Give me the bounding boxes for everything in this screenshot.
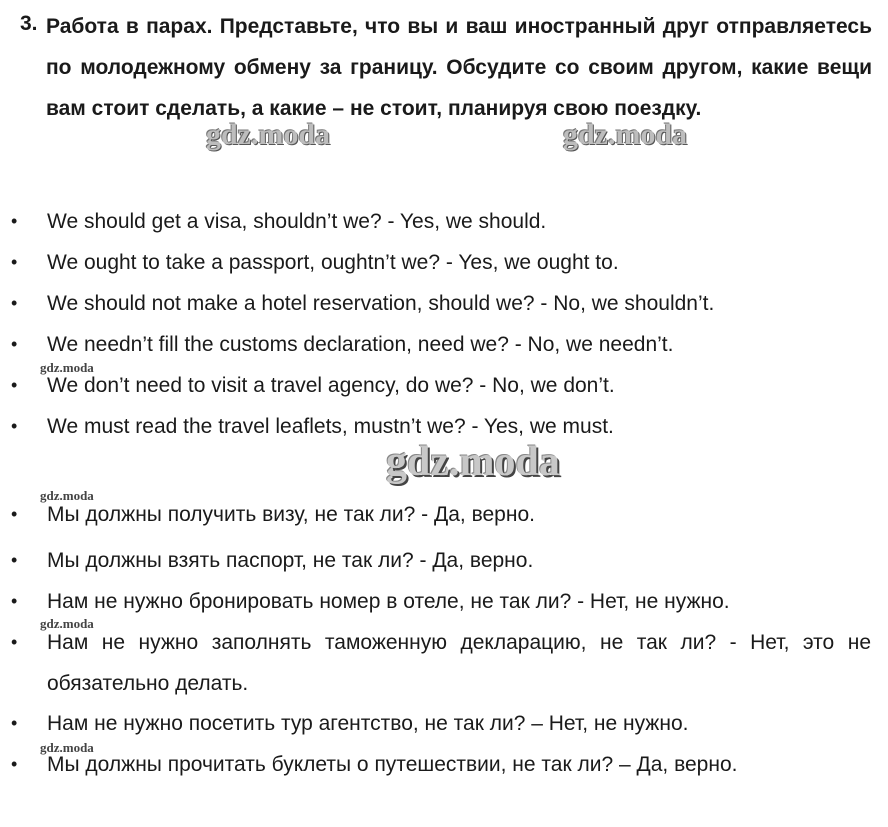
bullet-icon: • (11, 416, 18, 436)
list-item-text: Мы должны прочитать буклеты о путешествии, не так ли? – Да, верно. (47, 753, 738, 776)
bullet-icon: • (11, 504, 18, 524)
bullet-icon: • (11, 591, 18, 611)
watermark: gdz.moda (563, 118, 688, 151)
list-item-text: Нам не нужно заполнять таможенную декларацию, не так ли? - Нет, это не обязательно делать. (47, 631, 871, 695)
list-item-text: Мы должны взять паспорт, не так ли? - Да, верно. (47, 549, 534, 572)
list-item-text: We needn’t fill the customs declaration, need we? - No, we needn’t. (47, 333, 674, 356)
watermark: gdz.moda (40, 740, 94, 755)
bullet-icon: • (11, 252, 18, 272)
bullet-icon: • (11, 375, 18, 395)
task-number: 3. (20, 12, 38, 35)
list-item-text: We must read the travel leaflets, mustn’t we? - Yes, we must. (47, 415, 614, 438)
list-item-text: We should not make a hotel reservation, should we? - No, we shouldn’t. (47, 292, 715, 315)
list-item-text: Нам не нужно бронировать номер в отеле, не так ли? - Нет, не нужно. (47, 590, 730, 613)
watermark: gdz.moda (206, 118, 331, 151)
bullet-icon: • (11, 713, 18, 733)
list-item-text: We don’t need to visit a travel agency, do we? - No, we don’t. (47, 374, 615, 397)
list-item-text: We should get a visa, shouldn’t we? - Yes, we should. (47, 210, 547, 233)
list-item-text: Мы должны получить визу, не так ли? - Да, верно. (47, 503, 535, 526)
watermark: gdz.moda (40, 616, 94, 631)
bullet-icon: • (11, 293, 18, 313)
watermark: gdz.moda (40, 360, 94, 375)
watermark: gdz.moda (40, 488, 94, 503)
bullet-icon: • (11, 550, 18, 570)
bullet-icon: • (11, 334, 18, 354)
watermark: gdz.moda (386, 439, 560, 485)
bullet-icon: • (11, 754, 18, 774)
bullet-icon: • (11, 211, 18, 231)
list-item-text: We ought to take a passport, oughtn’t we? - Yes, we ought to. (47, 251, 619, 274)
task-instruction: Работа в парах. Представьте, что вы и ваш иностранный друг отправляетесь по молодежному обмену за границу. Обсудите со своим другом, какие вещи вам стоит сделать, а какие – не стоит, планируя свою поездку. (46, 15, 872, 120)
list-item-text: Нам не нужно посетить тур агентство, не так ли? – Нет, не нужно. (47, 712, 689, 735)
bullet-icon: • (11, 632, 18, 652)
